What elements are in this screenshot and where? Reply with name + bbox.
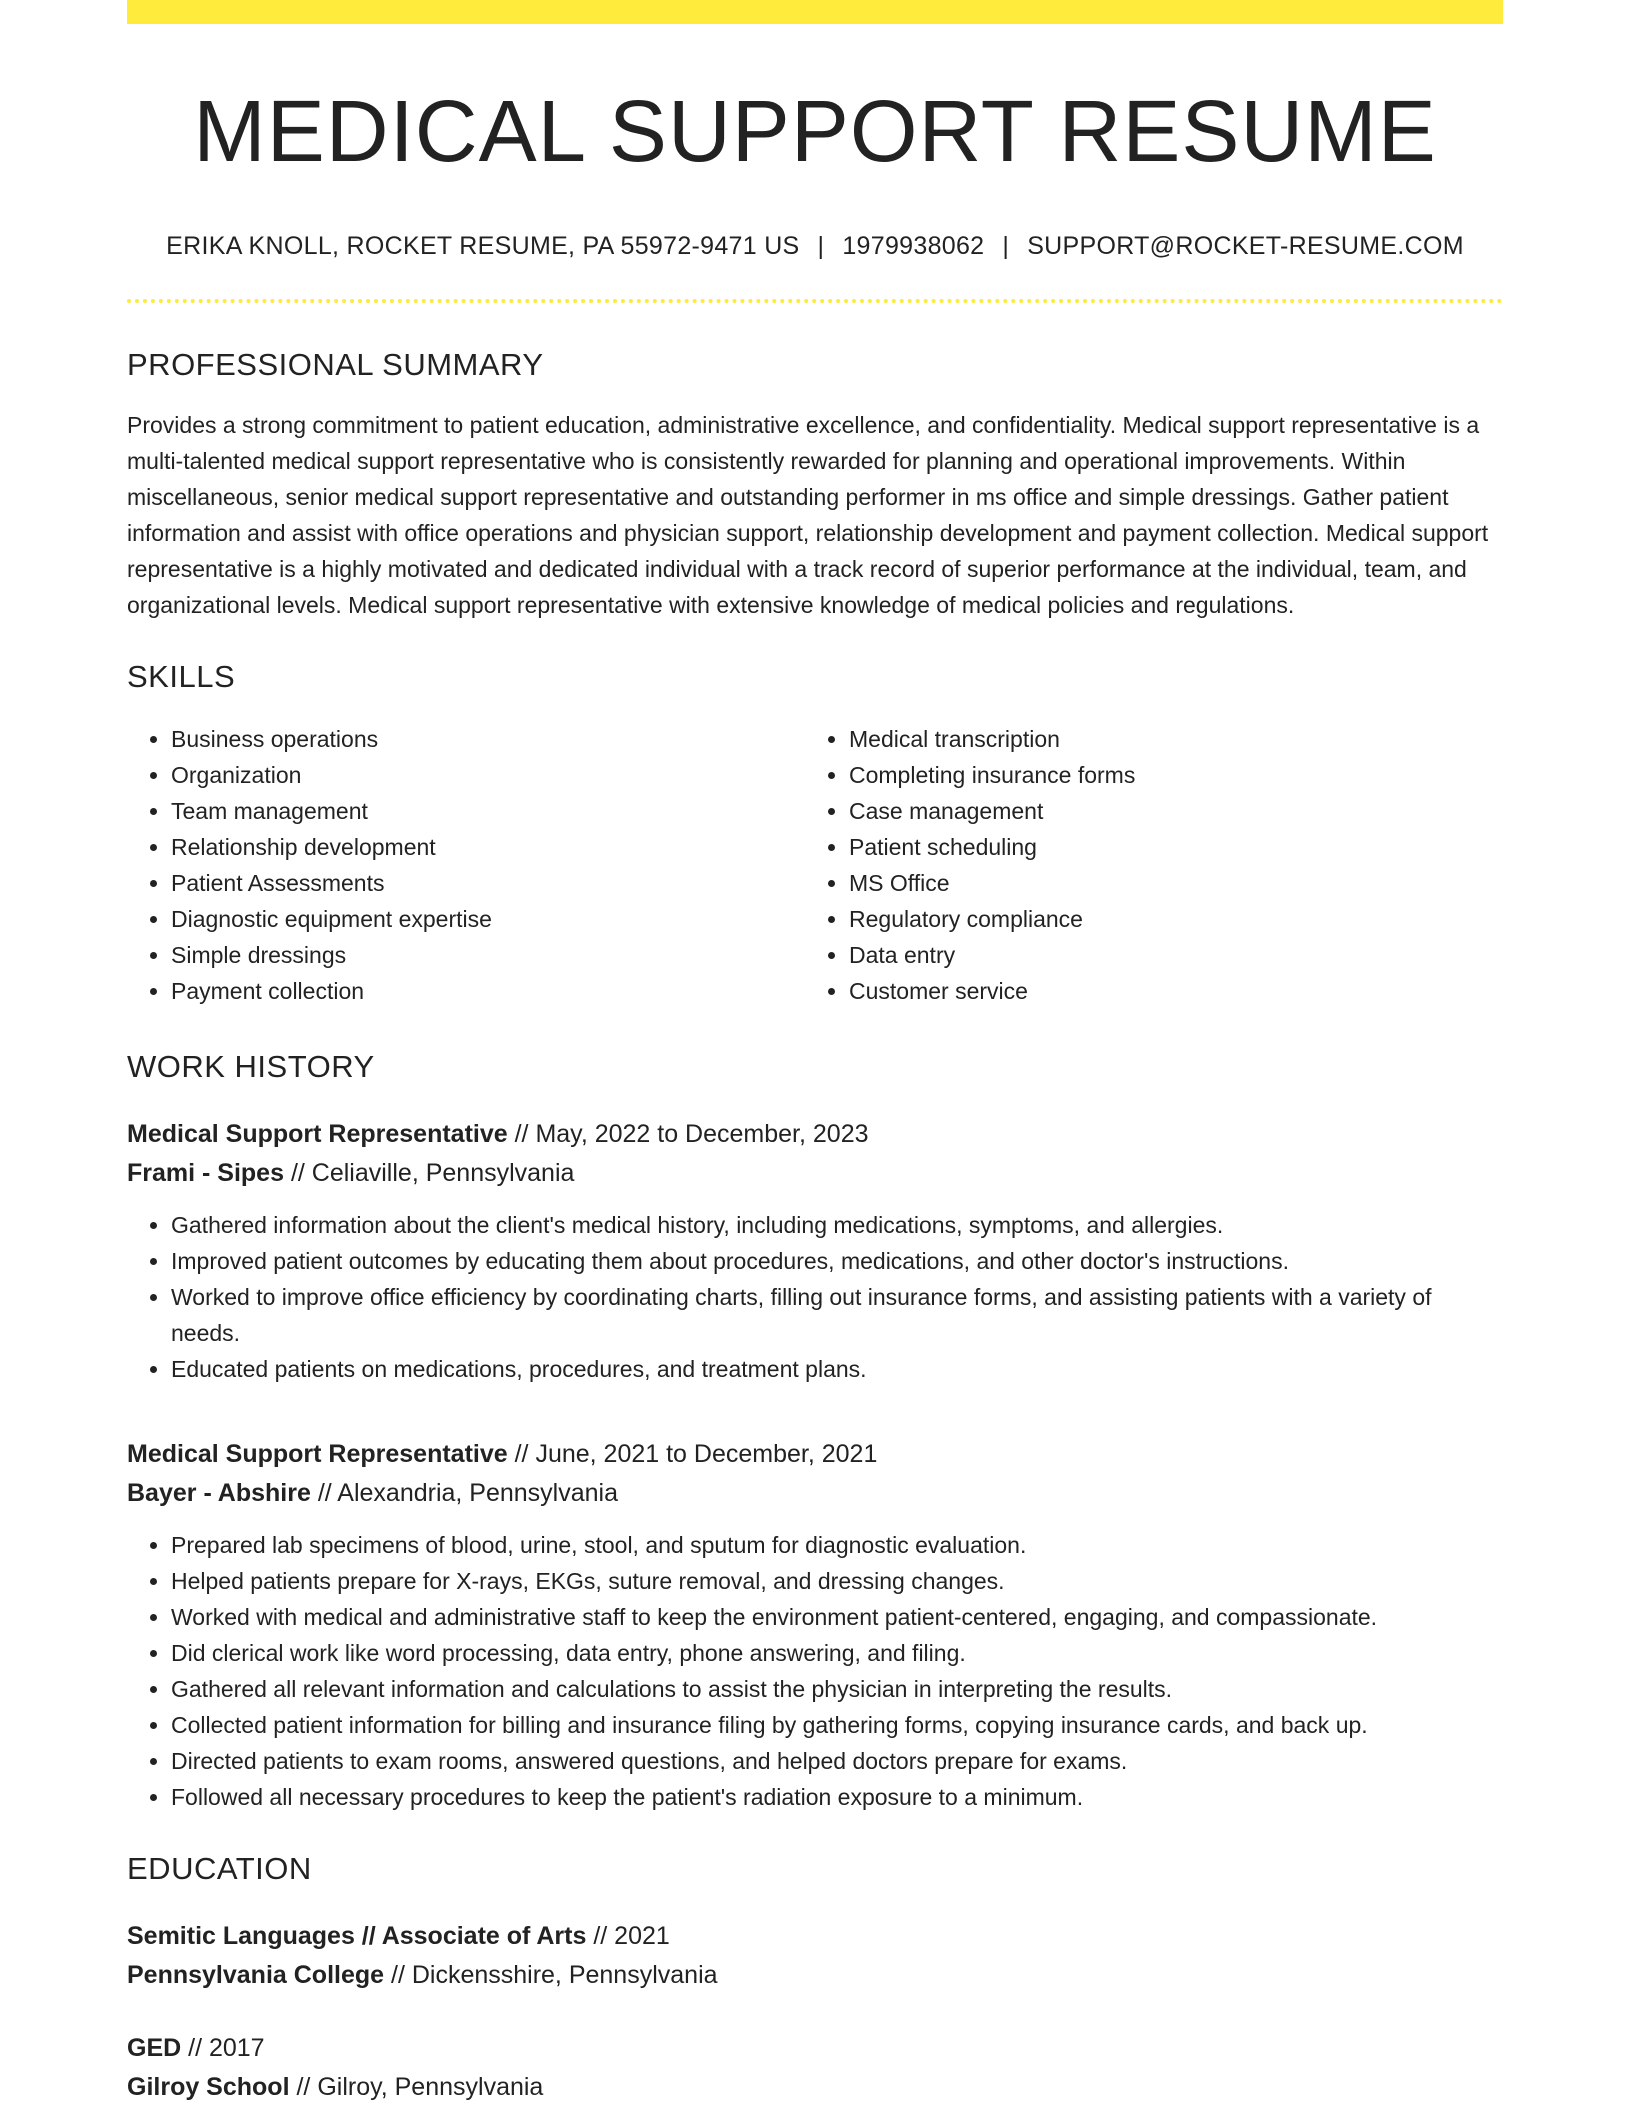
job-company: Frami - Sipes	[127, 1158, 284, 1187]
job-bullet: • Collected patient information for billing and insurance filing by gathering forms, copying insurance cards, and back up.	[171, 1707, 1503, 1743]
resume-page	[127, 0, 1503, 2107]
job-title: Medical Support Representative	[127, 1439, 508, 1468]
skill-item: • Diagnostic equipment expertise	[171, 901, 805, 937]
job-bullet: • Educated patients on medications, procedures, and treatment plans.	[171, 1351, 1503, 1387]
job-bullet: • Gathered information about the client's medical history, including medications, symptoms, and allergies.	[171, 1207, 1503, 1243]
skill-item: • Patient Assessments	[171, 865, 805, 901]
resume-title: MEDICAL SUPPORT RESUME	[193, 83, 1437, 180]
skill-item: • Relationship development	[171, 829, 805, 865]
summary-text: Provides a strong commitment to patient education, administrative excellence, and confidentiality. Medical support representative is a multi-talented medical support representative who is consistently rewarded for planning and operational improvements. Within miscellaneous, senior medical support representative and outstanding performer in ms office and simple dressings. Gather patient information and assist with office operations and physician support, relationship development and payment collection. Medical support representative is a highly motivated and dedicated individual with a track record of superior performance at the individual, team, and organizational levels. Medical support representative with extensive knowledge of medical policies and regulations.	[127, 411, 1489, 618]
education-entry	[127, 2029, 1503, 2107]
job-company-line	[127, 1474, 1503, 1513]
education-degree-line	[127, 1917, 1503, 1956]
education-heading: EDUCATION	[127, 1850, 312, 1886]
education-school-line	[127, 2068, 1503, 2107]
education-location: // Gilroy, Pennsylvania	[289, 2072, 544, 2101]
job-bullet: • Worked with medical and administrative staff to keep the environment patient-centered, engaging, and compassionate.	[171, 1599, 1503, 1635]
education-school-line	[127, 1956, 1503, 1995]
job-bullet-list	[127, 1207, 1503, 1387]
skills-heading: SKILLS	[127, 658, 236, 694]
contact-email: SUPPORT@ROCKET-RESUME.COM	[1027, 231, 1464, 260]
job-bullet: • Worked to improve office efficiency by coordinating charts, filling out insurance forms, and assisting patients with a variety of needs.	[171, 1279, 1503, 1351]
job-dates: // June, 2021 to December, 2021	[507, 1439, 878, 1468]
contact-line	[127, 232, 1503, 261]
education-year: // 2021	[586, 1921, 670, 1950]
education-degree-line	[127, 2029, 1503, 2068]
job-bullet: • Helped patients prepare for X-rays, EKGs, suture removal, and dressing changes.	[171, 1563, 1503, 1599]
contact-phone: 1979938062	[842, 231, 985, 260]
job-entry	[127, 1435, 1503, 1815]
job-dates: // May, 2022 to December, 2023	[507, 1119, 869, 1148]
skill-item: • Medical transcription	[849, 721, 1483, 757]
skill-item: • MS Office	[849, 865, 1483, 901]
skill-item: • Team management	[171, 793, 805, 829]
job-bullet: • Prepared lab specimens of blood, urine, stool, and sputum for diagnostic evaluation.	[171, 1527, 1503, 1563]
skill-item: • Customer service	[849, 973, 1483, 1009]
job-title: Medical Support Representative	[127, 1119, 508, 1148]
education-entry	[127, 1917, 1503, 1995]
job-bullet: • Gathered all relevant information and calculations to assist the physician in interpreting the results.	[171, 1671, 1503, 1707]
skill-item: • Case management	[849, 793, 1483, 829]
work-history-heading: WORK HISTORY	[127, 1048, 375, 1084]
skill-item: • Regulatory compliance	[849, 901, 1483, 937]
job-bullet-list	[127, 1527, 1503, 1815]
top-accent-bar	[127, 0, 1503, 24]
skill-item: • Organization	[171, 757, 805, 793]
summary-heading: PROFESSIONAL SUMMARY	[127, 346, 544, 382]
skill-item: • Simple dressings	[171, 937, 805, 973]
education-school: Gilroy School	[127, 2072, 290, 2101]
job-bullet: • Improved patient outcomes by educating them about procedures, medications, and other doctor's instructions.	[171, 1243, 1503, 1279]
skill-item: • Data entry	[849, 937, 1483, 973]
job-bullet: • Did clerical work like word processing, data entry, phone answering, and filing.	[171, 1635, 1503, 1671]
job-title-line	[127, 1435, 1503, 1474]
job-company-line	[127, 1154, 1503, 1193]
education-year: // 2017	[181, 2033, 265, 2062]
skills-list-right	[805, 721, 1483, 1009]
skills-list-left	[127, 721, 805, 1009]
job-location: // Celiaville, Pennsylvania	[284, 1158, 575, 1187]
education-degree: GED	[127, 2033, 182, 2062]
job-location: // Alexandria, Pennsylvania	[310, 1478, 619, 1507]
job-title-line	[127, 1115, 1503, 1154]
contact-address: ERIKA KNOLL, ROCKET RESUME, PA 55972-9471 US	[166, 231, 800, 260]
education-school: Pennsylvania College	[127, 1960, 385, 1989]
dotted-divider	[127, 299, 1503, 303]
job-bullet: • Followed all necessary procedures to keep the patient's radiation exposure to a minimum.	[171, 1779, 1503, 1815]
contact-separator: |	[1002, 231, 1010, 260]
job-entry	[127, 1115, 1503, 1387]
job-bullet: • Directed patients to exam rooms, answered questions, and helped doctors prepare for exams.	[171, 1743, 1503, 1779]
contact-separator: |	[817, 231, 825, 260]
job-company: Bayer - Abshire	[127, 1478, 311, 1507]
education-degree: Semitic Languages // Associate of Arts	[127, 1921, 587, 1950]
skill-item: • Payment collection	[171, 973, 805, 1009]
skill-item: • Completing insurance forms	[849, 757, 1483, 793]
skill-item: • Patient scheduling	[849, 829, 1483, 865]
skill-item: • Business operations	[171, 721, 805, 757]
skills-grid	[127, 721, 1503, 1009]
education-location: // Dickensshire, Pennsylvania	[384, 1960, 718, 1989]
